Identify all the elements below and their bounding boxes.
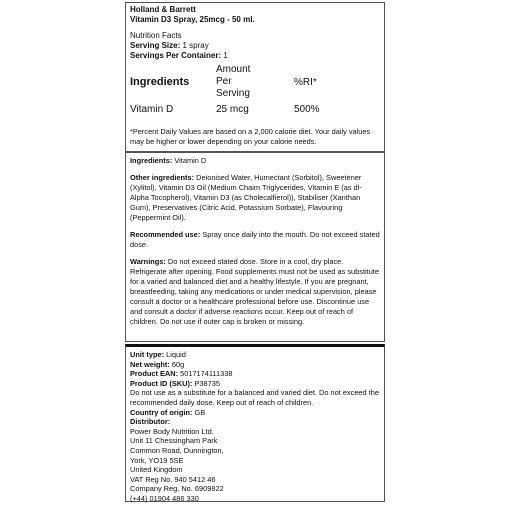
net-weight-value: 60g [171, 359, 185, 369]
distributor-label [130, 417, 380, 427]
distributor-line: Power Body Nutrition Ltd. [130, 426, 214, 436]
product-ean [130, 369, 380, 379]
product-id-label: Product ID (SKU): [130, 378, 193, 388]
product-id-value: P38735 [194, 378, 220, 388]
row-amount: 25 mcg [216, 104, 249, 115]
nutrition-facts-panel [125, 2, 385, 152]
unit-type-label: Unit type: [130, 350, 165, 359]
col-amount-line: Serving [216, 88, 250, 99]
distributor-line: (+44) 01904 486 330 [130, 493, 199, 503]
product-title: Vitamin D3 Spray, 25mcg - 50 ml. [130, 15, 255, 24]
product-id [130, 379, 380, 389]
col-ingredients: Ingredients [130, 76, 190, 88]
serving-size-label: Serving Size: [130, 41, 181, 50]
distributor-line: United Kingdom [130, 465, 183, 475]
ingredients-label: Ingredients: [130, 156, 173, 165]
unit-type-value: Liquid [166, 350, 186, 359]
ingredients-paragraph [130, 156, 380, 166]
ingredients-value: Vitamin D [174, 156, 207, 165]
nutrition-table [130, 64, 320, 115]
distributor-line: Company Reg. No. 6909822 [130, 484, 224, 494]
nutrition-table-header [130, 64, 320, 100]
col-amount [216, 64, 294, 100]
country-of-origin-value: GB [194, 407, 206, 417]
row-ri: 500% [294, 104, 320, 115]
col-ri: %RI* [294, 76, 317, 88]
country-of-origin-label: Country of origin: [130, 407, 193, 417]
recommended-use-value: Spray once daily into the mouth. Do not exceed stated dose. [130, 230, 380, 249]
warnings-paragraph [130, 257, 380, 327]
product-ean-label: Product EAN: [130, 369, 179, 379]
other-ingredients-value: Deionised Water, Humectant (Sorbitol), Sweetener (Xylitol), Vitamin D3 Oil (Medium Chaim Triglycerides, Vitamin E (as dl-Alpha Tocopherol), Vitamin D3 (as Cholecalfierol)), Stabiliser (Xanthan Gum), Preservatives (Citric Acid, Potassium Sorbate), Flavouring (Peppermint Oil). [130, 173, 362, 222]
distributor-line: VAT Reg No. 940 5412 46 [130, 474, 216, 484]
row-name: Vitamin D [130, 104, 174, 115]
serving-size [130, 41, 380, 51]
recommended-use-label: Recommended use: [130, 230, 201, 239]
servings-label: Servings Per Container: [130, 51, 222, 60]
unit-type [130, 350, 380, 360]
other-ingredients-label: Other ingredients: [130, 173, 195, 182]
details-panel [125, 152, 385, 342]
brand-name: Holland & Barrett [130, 5, 196, 14]
daily-values-footnote: *Percent Daily Values are based on a 2,000 calorie diet. Your daily values may be higher or lower depending on your calorie needs. [130, 127, 371, 146]
nutrition-facts-title: Nutrition Facts [130, 31, 182, 40]
usage-note: Do not use as a substitute for a balanced and varied diet. Do not exceed the recommended daily dose. Keep out of reach of children. [130, 388, 379, 407]
warnings-value: Do not exceed stated dose. Store in a cool, dry place. Refrigerate after opening. Food supplements must not be used as substitute for a varied and balanced diet and a healthy lifestyle. If you are pregnant, breastfeeding, taking any medications or under medical supervision, please consult a doctor or a healthcare professional before use. Discontinue use and consult a doctor if adverse reactions occur. Keep out of reach of children. Do not use if outer cap is broken or missing. [130, 257, 379, 326]
distributor-line: York, YO19 5SE [130, 455, 184, 465]
col-amount-line: Per [216, 76, 232, 87]
warnings-label: Warnings: [130, 257, 166, 266]
other-ingredients-paragraph [130, 173, 380, 223]
servings-per-container [130, 51, 380, 61]
distributor-line: Unit 11 Chessingham Park [130, 436, 218, 446]
country-of-origin [130, 408, 380, 418]
distributor-heading: Distributor: [130, 417, 171, 427]
net-weight [130, 360, 380, 370]
table-row [130, 100, 320, 115]
servings-value: 1 [223, 51, 228, 60]
serving-size-value: 1 spray [182, 41, 209, 50]
product-ean-value: 5017174111338 [180, 369, 233, 379]
col-amount-line: Amount [216, 64, 251, 75]
net-weight-label: Net weight: [130, 359, 170, 369]
recommended-use-paragraph [130, 230, 380, 250]
distributor-line: Common Road, Dunnington, [130, 445, 224, 455]
product-info-panel [125, 344, 385, 502]
